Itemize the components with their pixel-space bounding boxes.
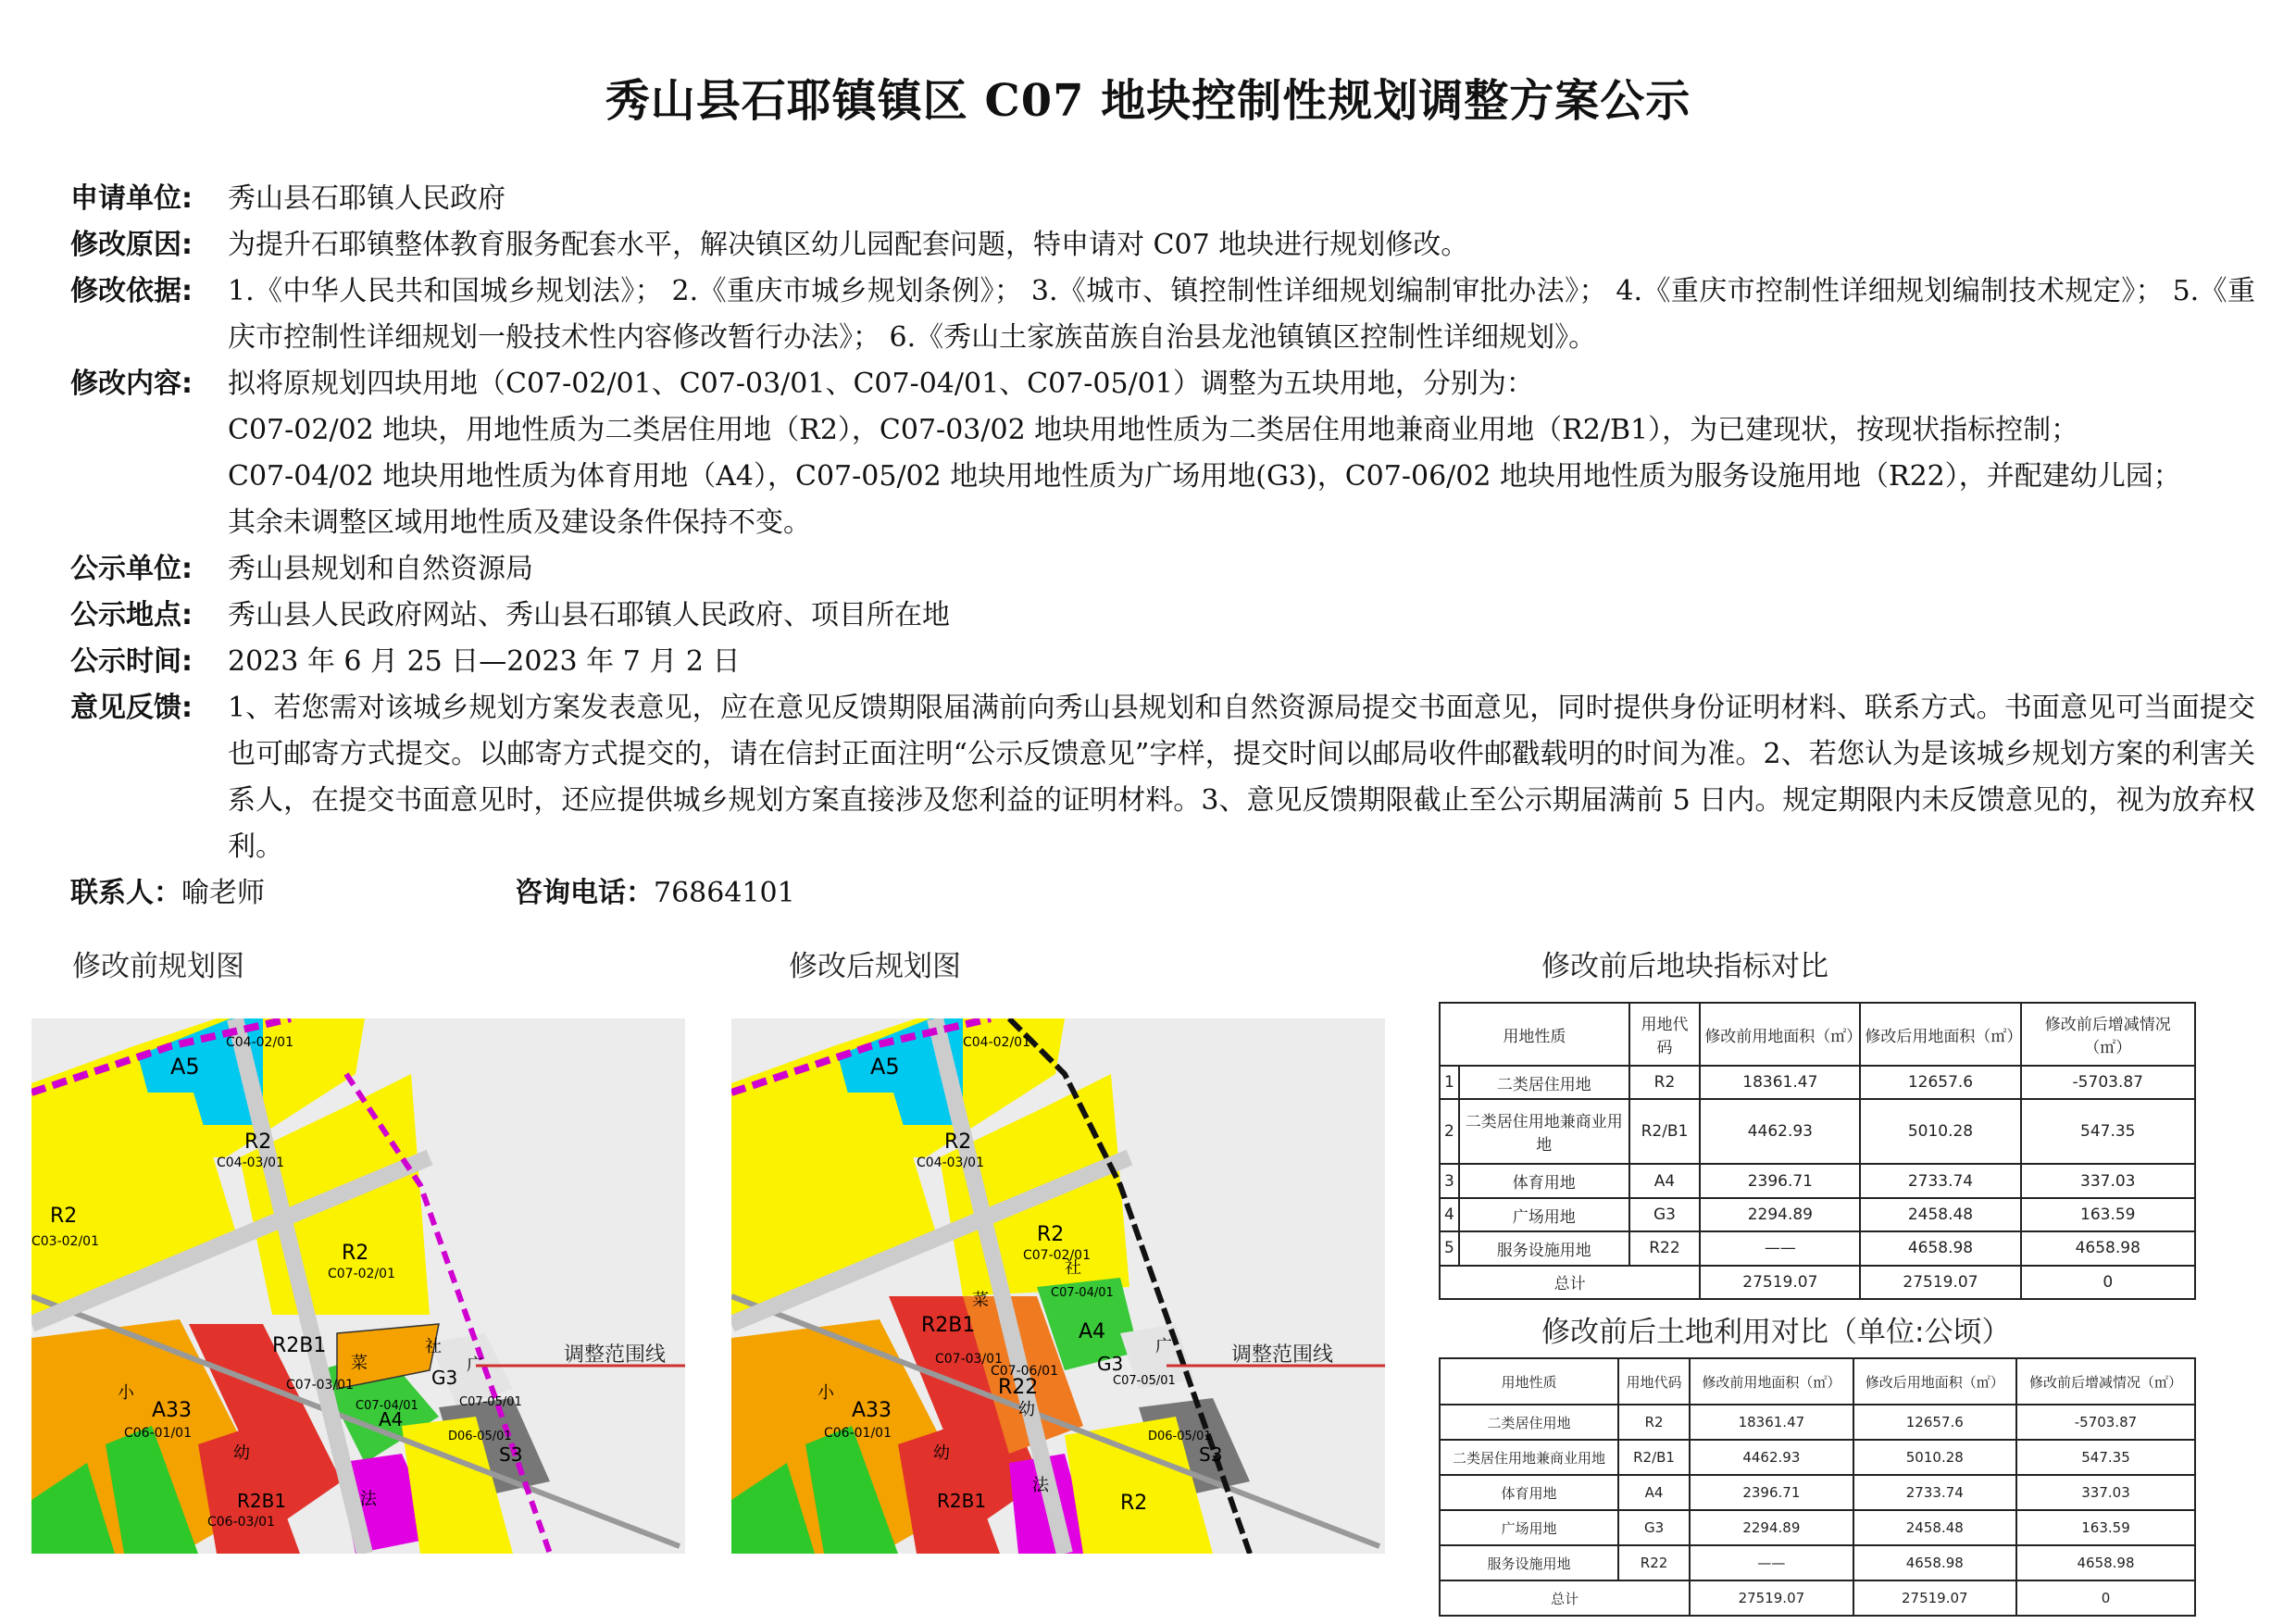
label-g3-after: G3 <box>1097 1353 1124 1375</box>
cell: -5703.87 <box>2021 1066 2195 1099</box>
cell: 2733.74 <box>1853 1475 2016 1510</box>
label-c07-05: C07-05/01 <box>459 1395 522 1409</box>
table-total-row <box>1440 1580 2195 1616</box>
label-a4-after: A4 <box>1079 1320 1106 1343</box>
label-s3: S3 <box>499 1443 523 1466</box>
th-code: 用地代码 <box>1618 1358 1690 1405</box>
label-c04-03-after: C04-03/01 <box>917 1156 984 1170</box>
info-value: 为提升石耶镇整体教育服务配套水平，解决镇区幼儿园配套问题，特申请对 C07 地块进行规划修改。 <box>228 229 1469 261</box>
info-label: 意见反馈: <box>70 692 193 724</box>
table-row <box>1440 1198 2195 1231</box>
content-line-3: C07-04/02 地块用地性质为体育用地（A4），C07-05/02 地块用地性质为广场用地(G3)，C07-06/02 地块用地性质为服务设施用地（R22），并配建幼儿园； <box>228 460 2181 493</box>
label-a5: A5 <box>170 1054 200 1080</box>
label-r2-c07: R2 <box>342 1242 369 1265</box>
th-after: 修改后用地面积（㎡） <box>1860 1003 2020 1066</box>
table-row <box>1440 1164 2195 1197</box>
cell: -5703.87 <box>2016 1405 2195 1440</box>
label-c07-02-after: C07-02/01 <box>1023 1248 1091 1263</box>
cell: 广场用地 <box>1459 1198 1629 1231</box>
cell: G3 <box>1618 1510 1690 1545</box>
cell: 27519.07 <box>1700 1266 1860 1299</box>
cell: 4462.93 <box>1700 1099 1860 1164</box>
label-a4: A4 <box>379 1408 404 1430</box>
cell: 163.59 <box>2021 1198 2195 1231</box>
label-r2b1: R2B1 <box>272 1334 327 1357</box>
info-value: 1.《中华人民共和国城乡规划法》； 2.《重庆市城乡规划条例》； 3.《城市、镇控制性详细规划编制审批办法》； 4.《重庆市控制性详细规划编制技术规定》； 5.《重庆市控制性详细规划一般技术性内容修改暂行办法》； 6.《秀山土家族苗族自治县龙池镇镇区控制性详细规划》。 <box>228 275 2255 354</box>
cell: R22 <box>1629 1231 1701 1265</box>
table-row <box>1440 1231 2195 1265</box>
cell: 2458.48 <box>1860 1198 2020 1231</box>
label-court: 法 <box>360 1490 377 1509</box>
info-label: 公示单位: <box>70 553 193 585</box>
label-kindergarten-small-after: 小 <box>817 1383 834 1403</box>
th-diff: 修改前后增减情况（㎡） <box>2016 1358 2195 1405</box>
cell: 服务设施用地 <box>1459 1231 1629 1265</box>
info-label: 公示时间: <box>70 645 193 678</box>
boundary-label: 调整范围线 <box>564 1343 667 1367</box>
info-label: 修改内容: <box>70 368 193 400</box>
cell: 4658.98 <box>2021 1231 2195 1265</box>
label-c04-03: C04-03/01 <box>217 1156 284 1170</box>
phone-label: 咨询电话： <box>515 877 654 909</box>
cell: 2733.74 <box>1860 1164 2020 1197</box>
cell: A4 <box>1618 1475 1690 1510</box>
cell: 27519.07 <box>1860 1266 2020 1299</box>
cell: 12657.6 <box>1853 1405 2016 1440</box>
th-diff: 修改前后增减情况（㎡） <box>2021 1003 2195 1066</box>
cell: —— <box>1690 1545 1853 1580</box>
table1-heading: 修改前后地块指标对比 <box>1541 950 1828 983</box>
cell: 1 <box>1440 1066 1459 1099</box>
label-c03-02: C03-02/01 <box>31 1234 99 1249</box>
label-r2b1-south: R2B1 <box>237 1490 287 1512</box>
label-g3: G3 <box>431 1367 458 1389</box>
cell: R22 <box>1618 1545 1690 1580</box>
table-row <box>1440 1440 2195 1475</box>
label-c06-01-after: C06-01/01 <box>824 1426 892 1441</box>
cell: 2396.71 <box>1700 1164 1860 1197</box>
after-map-heading: 修改后规划图 <box>789 950 961 983</box>
info-block <box>70 176 2255 917</box>
cell: 2294.89 <box>1690 1510 1853 1545</box>
info-value: 秀山县人民政府网站、秀山县石耶镇人民政府、项目所在地 <box>228 599 950 631</box>
cell: 337.03 <box>2021 1164 2195 1197</box>
label-d06-05-after: D06-05/01 <box>1148 1430 1212 1443</box>
cell: 4658.98 <box>1853 1545 2016 1580</box>
cell: R2 <box>1629 1066 1701 1099</box>
table-row <box>1440 1545 2195 1580</box>
info-value: 1、若您需对该城乡规划方案发表意见，应在意见反馈期限届满前向秀山县规划和自然资源局提交书面意见，同时提供身份证明材料、联系方式。书面意见可当面提交也可邮寄方式提交。以邮寄方式提交的，请在信封正面注明“公示反馈意见”字样，提交时间以邮局收件邮戳载明的时间为准。2、若您认为是该城乡规划方案的利害关系人，在提交书面意见时，还应提供城乡规划方案直接涉及您利益的证明材料。3、意见反馈期限截止至公示期届满前 5 日内。规定期限内未反馈意见的，视为放弃权利。 <box>228 692 2255 863</box>
info-value: 2023 年 6 月 25 日—2023 年 7 月 2 日 <box>228 645 741 678</box>
info-row-feedback <box>70 685 2255 870</box>
table-row <box>1440 1405 2195 1440</box>
label-r2b1-south-after: R2B1 <box>937 1490 987 1512</box>
label-c07-06-after: C07-06/01 <box>991 1364 1058 1379</box>
label-c04-02: C04-02/01 <box>226 1035 293 1050</box>
label-r2-west: R2 <box>50 1205 78 1228</box>
th-land-use: 用地性质 <box>1440 1358 1618 1405</box>
info-row-applicant <box>70 176 2255 222</box>
table-row <box>1440 1066 2195 1099</box>
cell: 0 <box>2021 1266 2195 1299</box>
info-row-basis <box>70 269 2255 361</box>
label-d06-05: D06-05/01 <box>448 1430 512 1443</box>
th-before: 修改前用地面积（㎡） <box>1690 1358 1853 1405</box>
cell: 547.35 <box>2016 1440 2195 1475</box>
cell: 12657.6 <box>1860 1066 2020 1099</box>
content-line-4: 其余未调整区域用地性质及建设条件保持不变。 <box>228 506 811 539</box>
label-court-after: 法 <box>1032 1476 1049 1495</box>
cell: 二类居住用地 <box>1459 1066 1629 1099</box>
cell: 0 <box>2016 1580 2195 1616</box>
table-total-row <box>1440 1266 2195 1299</box>
cell: 体育用地 <box>1440 1475 1618 1510</box>
info-label: 申请单位: <box>70 182 193 215</box>
info-label: 公示地点: <box>70 599 193 631</box>
cell: 2396.71 <box>1690 1475 1853 1510</box>
cell: 27519.07 <box>1690 1580 1853 1616</box>
label-kindergarten-small: 小 <box>118 1383 134 1403</box>
label-square-after: 广 <box>1155 1337 1172 1356</box>
label-r22-after: R22 <box>998 1376 1039 1399</box>
cell: 5010.28 <box>1853 1440 2016 1475</box>
cell: 4 <box>1440 1198 1459 1231</box>
info-value: 秀山县石耶镇人民政府 <box>228 182 505 215</box>
cell: 547.35 <box>2021 1099 2195 1164</box>
label-r2-north-after: R2 <box>944 1131 972 1154</box>
after-plan-map <box>731 1018 1385 1554</box>
cell: 4658.98 <box>1860 1231 2020 1265</box>
label-market-after: 菜 <box>972 1291 989 1310</box>
info-row-publisher <box>70 546 2255 593</box>
cell: R2/B1 <box>1618 1440 1690 1475</box>
cell: 二类居住用地 <box>1440 1405 1618 1440</box>
cell: —— <box>1700 1231 1860 1265</box>
label-c07-03: C07-03/01 <box>286 1378 354 1393</box>
contact-row <box>70 870 2255 917</box>
info-row-content <box>70 361 2255 546</box>
th-code: 用地代码 <box>1629 1003 1701 1066</box>
cell: 2 <box>1440 1099 1459 1164</box>
label-a33-after: A33 <box>852 1399 892 1422</box>
cell: R2/B1 <box>1629 1099 1701 1164</box>
label-community: 社 <box>425 1337 442 1356</box>
label-c06-03: C06-03/01 <box>207 1515 275 1530</box>
label-c06-01: C06-01/01 <box>124 1426 192 1441</box>
cell: G3 <box>1629 1198 1701 1231</box>
info-label: 修改原因: <box>70 229 193 261</box>
label-kindergarten-after: 幼 <box>1018 1400 1035 1419</box>
table-row <box>1440 1475 2195 1510</box>
label-c07-05-after: C07-05/01 <box>1113 1374 1176 1388</box>
cell: 5 <box>1440 1231 1459 1265</box>
info-label: 修改依据: <box>70 275 193 307</box>
label-r2-north: R2 <box>244 1131 272 1154</box>
label-kindergarten: 幼 <box>233 1443 250 1463</box>
cell: 18361.47 <box>1700 1066 1860 1099</box>
th-after: 修改后用地面积（㎡） <box>1853 1358 2016 1405</box>
cell: 二类居住用地兼商业用地 <box>1459 1099 1629 1164</box>
label-square: 广 <box>467 1355 483 1375</box>
info-row-period <box>70 639 2255 685</box>
info-value <box>228 361 2255 546</box>
before-map-heading: 修改前规划图 <box>72 950 244 983</box>
cell: 总计 <box>1440 1580 1690 1616</box>
cell: 4462.93 <box>1690 1440 1853 1475</box>
before-plan-map <box>31 1018 685 1554</box>
cell: 2458.48 <box>1853 1510 2016 1545</box>
th-land-use: 用地性质 <box>1440 1003 1629 1066</box>
label-kindergarten-2-after: 幼 <box>933 1443 950 1463</box>
table2-heading: 修改前后土地利用对比（单位:公顷） <box>1541 1316 2011 1349</box>
cell: 163.59 <box>2016 1510 2195 1545</box>
contact-name: 喻老师 <box>181 877 265 909</box>
boundary-label-after: 调整范围线 <box>1231 1343 1334 1367</box>
land-use-table <box>1439 1357 2196 1617</box>
cell: 体育用地 <box>1459 1164 1629 1197</box>
cell: 总计 <box>1440 1266 1700 1299</box>
label-a33: A33 <box>152 1399 193 1422</box>
contact-label: 联系人： <box>70 877 181 909</box>
cell: 二类居住用地兼商业用地 <box>1440 1440 1618 1475</box>
table-row <box>1440 1510 2195 1545</box>
info-value: 秀山县规划和自然资源局 <box>228 553 533 585</box>
cell: 服务设施用地 <box>1440 1545 1618 1580</box>
table-row <box>1440 1099 2195 1164</box>
page-title: 秀山县石耶镇镇区 C07 地块控制性规划调整方案公示 <box>605 75 1691 127</box>
label-a5-after: A5 <box>870 1054 900 1080</box>
label-s3-after: S3 <box>1199 1443 1223 1466</box>
cell: A4 <box>1629 1164 1701 1197</box>
indicator-table <box>1439 1002 2196 1300</box>
label-market: 菜 <box>351 1354 368 1373</box>
label-c07-02: C07-02/01 <box>328 1267 395 1281</box>
cell: 4658.98 <box>2016 1545 2195 1580</box>
info-row-location <box>70 593 2255 639</box>
th-before: 修改前用地面积（㎡） <box>1700 1003 1860 1066</box>
label-community-after: 社 <box>1065 1258 1081 1278</box>
cell: 27519.07 <box>1853 1580 2016 1616</box>
cell: 18361.47 <box>1690 1405 1853 1440</box>
label-c04-02-after: C04-02/01 <box>963 1035 1030 1050</box>
label-c07-04: C07-04/01 <box>356 1399 418 1413</box>
cell: 3 <box>1440 1164 1459 1197</box>
label-r2b1-after: R2B1 <box>921 1314 976 1337</box>
info-row-reason <box>70 222 2255 269</box>
phone-number: 76864101 <box>654 877 795 909</box>
cell: 5010.28 <box>1860 1099 2020 1164</box>
cell: R2 <box>1618 1405 1690 1440</box>
label-c07-04-after: C07-04/01 <box>1051 1286 1114 1300</box>
label-r2-south-after: R2 <box>1120 1492 1148 1515</box>
cell: 2294.89 <box>1700 1198 1860 1231</box>
label-r2-c07-after: R2 <box>1037 1223 1065 1246</box>
cell: 337.03 <box>2016 1475 2195 1510</box>
cell: 广场用地 <box>1440 1510 1618 1545</box>
label-c07-03-after: C07-03/01 <box>935 1352 1003 1367</box>
content-line-1: 拟将原规划四块用地（C07-02/01、C07-03/01、C07-04/01、C07-05/01）调整为五块用地，分别为： <box>228 368 1534 400</box>
content-line-2: C07-02/02 地块，用地性质为二类居住用地（R2），C07-03/02 地块用地性质为二类居住用地兼商业用地（R2/B1），为已建现状，按现状指标控制； <box>228 414 2079 446</box>
